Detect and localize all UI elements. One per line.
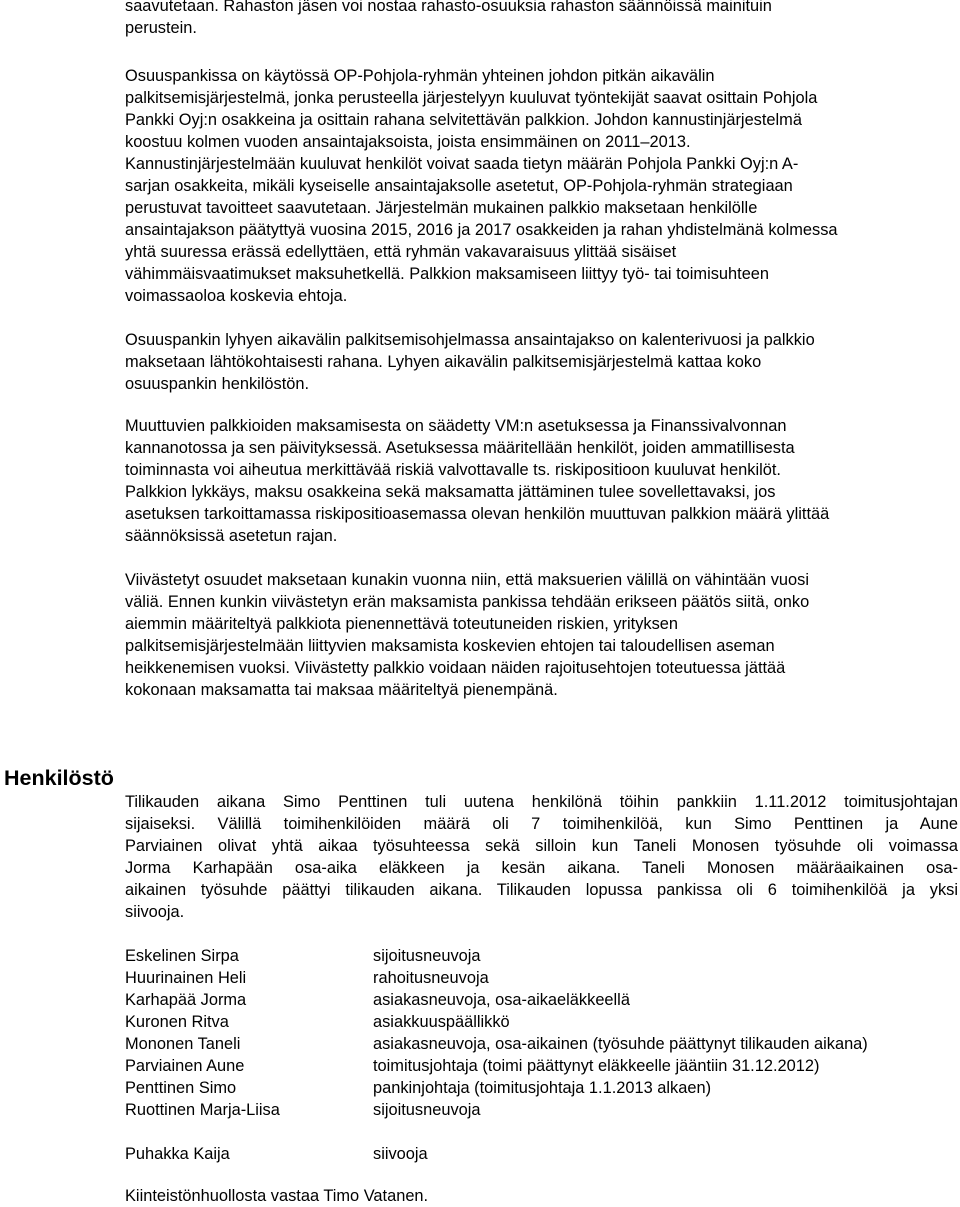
continued-paragraph [125,0,955,39]
text-line: yhtä suuressa erässä edellyttäen, että ryhmän vakavaraisuus ylittää sisäiset [125,243,677,261]
staff-name: Penttinen Simo [125,1079,237,1097]
cleaner-row [125,1143,955,1165]
staff-name: Karhapää Jorma [125,991,247,1009]
text-line: perustein. [125,19,197,37]
paragraph-text [125,1185,955,1207]
text-line: Jorma Karhapään osa-aika eläkkeen ja kesän aikana. Taneli Monosen määräaikainen osa- [125,859,958,877]
text-line: asetuksen tarkoittamassa riskipositioasemassa olevan henkilön muuttuvan palkkion määrä ylittää [125,505,830,523]
staff-row [125,1099,955,1121]
staff-name: Mononen Taneli [125,1035,241,1053]
text-line: toiminnasta voi aiheutua merkittävää riskiä valvottavalle ts. riskipositioon kuuluvat henkilöt. [125,461,781,479]
staff-role: toimitusjohtaja (toimi päättynyt eläkkeelle jääntiin 31.12.2012) [373,1057,820,1075]
text-line: sijaiseksi. Välillä toimihenkilöiden määrä oli 7 toimihenkilöä, kun Simo Penttinen ja Aune [125,815,958,833]
staff-name: Puhakka Kaija [125,1145,230,1163]
variable-pay-regulation-paragraph [125,415,955,547]
text-line: Kiinteistönhuollosta vastaa Timo Vatanen. [125,1187,429,1205]
text-line: palkitsemisjärjestelmään liittyvien maksamista koskevien ehtojen tai taloudellisen aseman [125,637,775,655]
staff-intro-paragraph [125,791,958,923]
text-line: Viivästetyt osuudet maksetaan kunakin vuonna niin, että maksuerien välillä on vähintään vuosi [125,571,809,589]
text-line: Palkkion lykkäys, maksu osakkeina sekä maksamatta jättäminen tulee sovellettavaksi, jos [125,483,776,501]
text-line: sarjan osakkeita, mikäli kyseiselle ansaintajaksolle asetetut, OP-Pohjola-ryhmän strategiaan [125,177,793,195]
incentive-plan-paragraph [125,65,955,307]
staff-name: Eskelinen Sirpa [125,947,239,965]
text-line: osuuspankin henkilöstön. [125,375,310,393]
paragraph-text [125,569,955,701]
text-line: Parviainen olivat yhtä aikaa työsuhteessa sekä silloin kun Taneli Monosen työsuhde oli voimassa [125,837,958,855]
paragraph-text [125,415,955,547]
staff-name: Ruottinen Marja-Liisa [125,1101,280,1119]
staff-role: sijoitusneuvoja [373,1101,481,1119]
staff-role: siivooja [373,1145,428,1163]
staff-row [125,1077,955,1099]
text-line: Kannustinjärjestelmään kuuluvat henkilöt voivat saada tietyn määrän Pohjola Pankki Oyj:n A- [125,155,799,173]
short-term-incentive-paragraph [125,329,955,395]
staff-row [125,1033,955,1055]
text-line: kokonaan maksamatta tai maksaa määriteltyä pienempänä. [125,681,558,699]
text-line: Tilikauden aikana Simo Penttinen tuli uutena henkilönä töihin pankkiin 1.11.2012 toimitusjohtajan [125,793,958,811]
staff-name: Parviainen Aune [125,1057,245,1075]
text-line: koostuu kolmen vuoden ansaintajaksoista, joista ensimmäinen on 2011–2013. [125,133,691,151]
paragraph-text [125,329,955,395]
text-line: perustuvat tavoitteet saavutetaan. Järjestelmän mukainen palkkio maksetaan henkilölle [125,199,758,217]
staff-role: asiakasneuvoja, osa-aikaeläkkeellä [373,991,630,1009]
text-line: siivooja. [125,903,185,921]
paragraph-text [125,791,958,923]
staff-row [125,1055,955,1077]
staff-row [125,989,955,1011]
text-line: Osuuspankin lyhyen aikavälin palkitsemisohjelmassa ansaintajakso on kalenterivuosi ja palkkio [125,331,815,349]
text-line: Osuuspankissa on käytössä OP-Pohjola-ryhmän yhteinen johdon pitkän aikavälin [125,67,715,85]
staff-row [125,1011,955,1033]
staff-role: asiakasneuvoja, osa-aikainen (työsuhde päättynyt tilikauden aikana) [373,1035,868,1053]
text-line: vähimmäisvaatimukset maksuhetkellä. Palkkion maksamiseen liittyy työ- tai toimisuhteen [125,265,770,283]
section-heading: Henkilöstö [4,766,114,790]
text-line: säännöksissä asetetun rajan. [125,527,338,545]
text-line: palkitsemisjärjestelmä, jonka perusteella järjestelyyn kuuluvat työntekijät saavat osittain Pohjola [125,89,818,107]
staff-row [125,1143,955,1165]
staff-role: sijoitusneuvoja [373,947,481,965]
text-line: aikainen työsuhde päättyi tilikauden aikana. Tilikauden lopussa pankissa oli 6 toimihenkilöä ja yksi [125,881,958,899]
text-line: ansaintajakson päätyttyä vuosina 2015, 2016 ja 2017 osakkeiden ja rahan yhdistelmänä kolmessa [125,221,838,239]
staff-role: pankinjohtaja (toimitusjohtaja 1.1.2013 alkaen) [373,1079,712,1097]
text-line: maksetaan lähtökohtaisesti rahana. Lyhyen aikavälin palkitsemisjärjestelmä kattaa koko [125,353,762,371]
text-line: Pankki Oyj:n osakkeina ja osittain rahana selvitettävän palkkion. Johdon kannustinjärjestelmä [125,111,802,129]
text-line: saavutetaan. Rahaston jäsen voi nostaa rahasto-osuuksia rahaston säännöissä mainituin [125,0,772,15]
staff-row [125,945,955,967]
text-line: Muuttuvien palkkioiden maksamisesta on säädetty VM:n asetuksessa ja Finanssivalvonnan [125,417,787,435]
staff-row [125,967,955,989]
maintenance-note [125,1185,955,1207]
text-line: väliä. Ennen kunkin viivästetyn erän maksamista pankissa tehdään erikseen päätös siitä, onko [125,593,810,611]
paragraph-text [125,65,955,307]
text-line: kannanotossa ja sen päivityksessä. Asetuksessa määritellään henkilöt, joiden ammatillisesta [125,439,795,457]
staff-list [125,945,955,1121]
text-line: aiemmin määriteltyä palkkiota pienennettävä toteutuneiden riskien, yrityksen [125,615,679,633]
paragraph-text [125,0,955,39]
text-line: voimassaoloa koskevia ehtoja. [125,287,348,305]
staff-name: Kuronen Ritva [125,1013,229,1031]
deferred-payments-paragraph [125,569,955,701]
text-line: heikkenemisen vuoksi. Viivästetty palkkio voidaan näiden rajoitusehtojen toteutuessa jättää [125,659,786,677]
staff-role: asiakkuuspäällikkö [373,1013,510,1031]
staff-role: rahoitusneuvoja [373,969,489,987]
staff-name: Huurinainen Heli [125,969,247,987]
